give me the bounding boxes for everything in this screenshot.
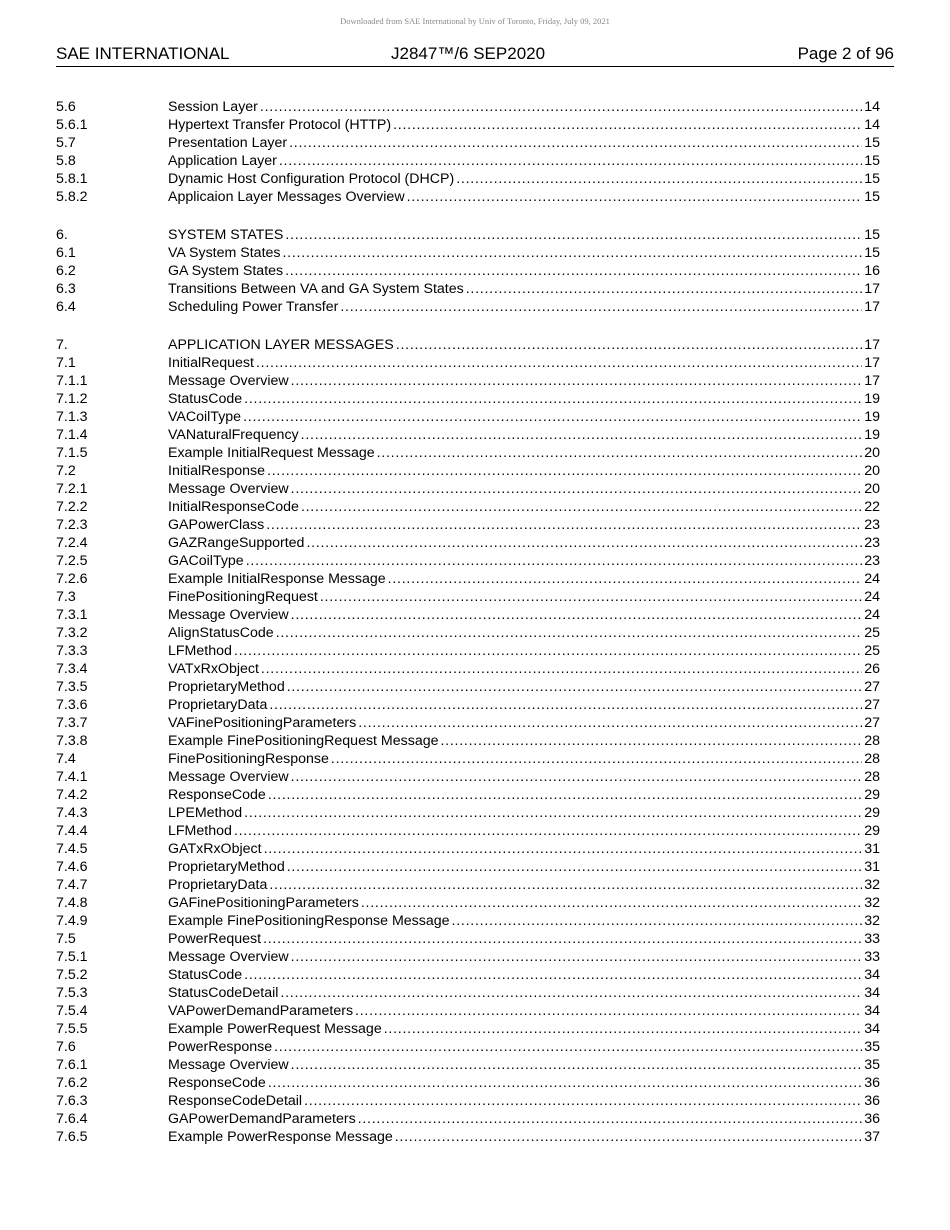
toc-entry-title[interactable]: StatusCode (168, 967, 243, 983)
toc-dot-leader (320, 588, 862, 606)
toc-entry[interactable] (56, 1038, 880, 1056)
toc-entry-title[interactable]: InitialResponseCode (168, 499, 299, 515)
toc-entry-title[interactable]: Applicaion Layer Messages Overview (168, 189, 405, 205)
toc-entry-title[interactable]: Example FinePositioningRequest Message (168, 733, 439, 749)
toc-entry-number: 7.5.4 (56, 1003, 88, 1019)
toc-entry-title[interactable]: Example InitialResponse Message (168, 571, 386, 587)
toc-entry-page[interactable]: 24 (864, 589, 880, 605)
page-header (56, 44, 894, 67)
toc-dot-leader (301, 498, 862, 516)
toc-entry-number: 6.2 (56, 263, 76, 279)
toc-entry-title[interactable]: Transitions Between VA and GA System States (168, 281, 464, 297)
toc-entry-number: 7.3.2 (56, 625, 88, 641)
toc-entry-page[interactable]: 36 (864, 1111, 880, 1127)
toc-dot-leader (266, 516, 862, 534)
toc-dot-leader (358, 714, 862, 732)
toc-entry-page[interactable]: 17 (864, 281, 880, 297)
toc-entry-title[interactable]: Message Overview (168, 481, 289, 497)
toc-entry-page[interactable]: 36 (864, 1075, 880, 1091)
toc-dot-leader (263, 930, 862, 948)
toc-entry-title[interactable]: FinePositioningResponse (168, 751, 329, 767)
toc-entry-title[interactable]: ProprietaryMethod (168, 679, 285, 695)
toc-entry[interactable] (56, 624, 880, 642)
toc-entry-number: 7.2.6 (56, 571, 88, 587)
toc-entry[interactable] (56, 390, 880, 408)
toc-entry[interactable] (56, 714, 880, 732)
toc-entry-page[interactable]: 28 (864, 769, 880, 785)
toc-entry[interactable] (56, 116, 880, 134)
toc-dot-leader (456, 170, 862, 188)
toc-entry-number: 7.1.5 (56, 445, 88, 461)
toc-dot-leader (246, 552, 863, 570)
toc-section-group (56, 226, 880, 316)
toc-entry-title[interactable]: InitialRequest (168, 355, 254, 371)
toc-entry-number: 7.6.3 (56, 1093, 88, 1109)
toc-entry[interactable] (56, 840, 880, 858)
toc-entry[interactable] (56, 696, 880, 714)
toc-entry-page[interactable]: 34 (864, 1021, 880, 1037)
toc-entry-number: 7.6.1 (56, 1057, 88, 1073)
toc-entry[interactable] (56, 408, 880, 426)
toc-entry-title[interactable]: Presentation Layer (168, 135, 288, 151)
page-number: Page 2 of 96 (797, 44, 894, 63)
toc-entry-page[interactable]: 34 (864, 985, 880, 1001)
toc-entry-number: 7.2.3 (56, 517, 88, 533)
toc-entry-number: 7.5 (56, 931, 76, 947)
toc-entry-title[interactable]: GAZRangeSupported (168, 535, 305, 551)
toc-entry-title[interactable]: StatusCode (168, 391, 243, 407)
toc-entry-page[interactable]: 27 (864, 679, 880, 695)
toc-entry-number: 7.5.5 (56, 1021, 88, 1037)
toc-entry[interactable] (56, 444, 880, 462)
toc-dot-leader (244, 966, 862, 984)
toc-entry[interactable] (56, 930, 880, 948)
toc-entry-number: 5.8 (56, 153, 76, 169)
toc-entry-page[interactable]: 15 (864, 245, 880, 261)
toc-dot-leader (280, 984, 862, 1002)
toc-entry[interactable] (56, 552, 880, 570)
toc-entry-page[interactable]: 32 (864, 877, 880, 893)
toc-entry[interactable] (56, 462, 880, 480)
toc-entry-page[interactable]: 14 (864, 117, 880, 133)
toc-dot-leader (331, 750, 862, 768)
toc-entry-title[interactable]: Example InitialRequest Message (168, 445, 375, 461)
toc-dot-leader (396, 336, 862, 354)
toc-entry-number: 7.2.1 (56, 481, 88, 497)
toc-entry-number: 7.3.1 (56, 607, 88, 623)
toc-entry-page[interactable]: 31 (864, 859, 880, 875)
toc-entry-title[interactable]: Example PowerResponse Message (168, 1129, 393, 1145)
toc-entry[interactable] (56, 894, 880, 912)
toc-entry-page[interactable]: 20 (864, 463, 880, 479)
toc-section-group (56, 98, 880, 206)
toc-entry-title[interactable]: ResponseCode (168, 1075, 266, 1091)
toc-entry-title[interactable]: APPLICATION LAYER MESSAGES (168, 337, 394, 353)
toc-entry-title[interactable]: Hypertext Transfer Protocol (HTTP) (168, 117, 392, 133)
toc-entry-page[interactable]: 25 (864, 625, 880, 641)
toc-entry[interactable] (56, 876, 880, 894)
toc-entry[interactable] (56, 1002, 880, 1020)
toc-dot-leader (466, 280, 863, 298)
toc-entry-page[interactable]: 15 (864, 189, 880, 205)
toc-entry-number: 7.3.8 (56, 733, 88, 749)
toc-entry[interactable] (56, 1020, 880, 1038)
publisher-name: SAE INTERNATIONAL (56, 44, 230, 63)
toc-dot-leader (441, 732, 863, 750)
toc-entry-title[interactable]: GAPowerClass (168, 517, 265, 533)
toc-entry-title[interactable]: GACoilType (168, 553, 244, 569)
toc-dot-leader (304, 1092, 862, 1110)
toc-entry-number: 6.4 (56, 299, 76, 315)
toc-dot-leader (291, 768, 863, 786)
toc-dot-leader (291, 606, 863, 624)
toc-entry-page[interactable]: 33 (864, 931, 880, 947)
toc-entry-page[interactable]: 22 (864, 499, 880, 515)
toc-dot-leader (234, 822, 862, 840)
toc-entry-page[interactable]: 36 (864, 1093, 880, 1109)
toc-entry-title[interactable]: VANaturalFrequency (168, 427, 299, 443)
toc-entry[interactable] (56, 786, 880, 804)
toc-entry-page[interactable]: 31 (864, 841, 880, 857)
toc-dot-leader (256, 354, 862, 372)
toc-entry-page[interactable]: 29 (864, 805, 880, 821)
toc-entry[interactable] (56, 732, 880, 750)
toc-entry-number: 7.2 (56, 463, 76, 479)
toc-entry[interactable] (56, 1110, 880, 1128)
toc-entry-number: 7.6.5 (56, 1129, 88, 1145)
toc-entry-number: 7.4 (56, 751, 76, 767)
toc-entry-title[interactable]: InitialResponse (168, 463, 266, 479)
toc-entry-number: 7.4.2 (56, 787, 88, 803)
toc-entry-title[interactable]: ProprietaryData (168, 877, 268, 893)
toc-entry-page[interactable]: 23 (864, 535, 880, 551)
toc-entry[interactable] (56, 1074, 880, 1092)
toc-entry[interactable] (56, 966, 880, 984)
toc-entry[interactable] (56, 354, 880, 372)
toc-entry-page[interactable]: 33 (864, 949, 880, 965)
toc-entry-number: 7.2.5 (56, 553, 88, 569)
toc-entry-number: 7.4.9 (56, 913, 88, 929)
toc-dot-leader (274, 1038, 862, 1056)
toc-entry[interactable] (56, 226, 880, 244)
toc-entry[interactable] (56, 984, 880, 1002)
toc-entry-page[interactable]: 20 (864, 481, 880, 497)
toc-entry-page[interactable]: 32 (864, 913, 880, 929)
toc-entry-number: 7.6.2 (56, 1075, 88, 1091)
download-watermark: Downloaded from SAE International by Univ of Toronto, Friday, July 09, 2021 (340, 16, 610, 26)
toc-dot-leader (244, 390, 862, 408)
toc-dot-leader (377, 444, 863, 462)
toc-entry-page[interactable]: 34 (864, 967, 880, 983)
toc-entry-title[interactable]: LFMethod (168, 643, 232, 659)
toc-dot-leader (287, 858, 863, 876)
toc-dot-leader (395, 1128, 862, 1146)
document-id: J2847™/6 SEP2020 (391, 44, 546, 63)
toc-entry-title[interactable]: ResponseCode (168, 787, 266, 803)
toc-entry-title[interactable]: PowerRequest (168, 931, 262, 947)
table-of-contents (56, 98, 880, 1166)
toc-dot-leader (388, 570, 863, 588)
toc-entry-number: 7.4.7 (56, 877, 88, 893)
toc-entry-title[interactable]: FinePositioningRequest (168, 589, 318, 605)
toc-entry[interactable] (56, 152, 880, 170)
toc-entry[interactable] (56, 188, 880, 206)
toc-dot-leader (279, 152, 862, 170)
toc-entry-title[interactable]: SYSTEM STATES (168, 227, 284, 243)
toc-entry-page[interactable]: 28 (864, 751, 880, 767)
toc-entry-title[interactable]: Message Overview (168, 1057, 289, 1073)
toc-dot-leader (268, 1074, 862, 1092)
toc-entry-page[interactable]: 25 (864, 643, 880, 659)
toc-entry-page[interactable]: 15 (864, 227, 880, 243)
toc-entry-number: 7.2.2 (56, 499, 88, 515)
toc-entry-number: 7.4.1 (56, 769, 88, 785)
toc-entry-number: 7.4.4 (56, 823, 88, 839)
toc-entry[interactable] (56, 262, 880, 280)
toc-entry-page[interactable]: 14 (864, 99, 880, 115)
toc-entry-title[interactable]: Message Overview (168, 769, 289, 785)
toc-entry-title[interactable]: Example FinePositioningResponse Message (168, 913, 450, 929)
toc-entry-title[interactable]: LPEMethod (168, 805, 243, 821)
toc-entry[interactable] (56, 588, 880, 606)
toc-entry[interactable] (56, 858, 880, 876)
toc-dot-leader (243, 408, 862, 426)
toc-entry[interactable] (56, 1056, 880, 1074)
toc-entry-number: 7.4.5 (56, 841, 88, 857)
toc-entry-number: 7.2.4 (56, 535, 88, 551)
toc-entry-page[interactable]: 29 (864, 787, 880, 803)
toc-entry-page[interactable]: 29 (864, 823, 880, 839)
toc-entry-page[interactable]: 19 (864, 427, 880, 443)
toc-entry[interactable] (56, 244, 880, 262)
toc-dot-leader (276, 624, 863, 642)
toc-entry-title[interactable]: AlignStatusCode (168, 625, 274, 641)
toc-dot-leader (283, 244, 863, 262)
toc-entry-page[interactable]: 37 (864, 1129, 880, 1145)
toc-dot-leader (358, 1110, 863, 1128)
toc-entry[interactable] (56, 912, 880, 930)
toc-dot-leader (340, 298, 862, 316)
toc-entry-title[interactable]: Dynamic Host Configuration Protocol (DHCP) (168, 171, 455, 187)
toc-entry-title[interactable]: Message Overview (168, 949, 289, 965)
toc-dot-leader (291, 948, 863, 966)
toc-entry-number: 7.1.4 (56, 427, 88, 443)
toc-entry-number: 7.3.7 (56, 715, 88, 731)
toc-entry-number: 7.3 (56, 589, 76, 605)
toc-entry[interactable] (56, 1128, 880, 1146)
toc-entry-number: 6.1 (56, 245, 76, 261)
toc-dot-leader (361, 894, 862, 912)
toc-entry-page[interactable]: 35 (864, 1057, 880, 1073)
toc-dot-leader (234, 642, 862, 660)
toc-entry[interactable] (56, 498, 880, 516)
toc-dot-leader (285, 262, 862, 280)
toc-entry-title[interactable]: Message Overview (168, 373, 289, 389)
toc-dot-leader (268, 786, 862, 804)
toc-entry[interactable] (56, 98, 880, 116)
toc-entry-page[interactable]: 24 (864, 607, 880, 623)
toc-entry-title[interactable]: PowerResponse (168, 1039, 273, 1055)
toc-entry-title[interactable]: ResponseCodeDetail (168, 1093, 303, 1109)
toc-entry-number: 7.4.6 (56, 859, 88, 875)
toc-entry-title[interactable]: Session Layer (168, 99, 258, 115)
toc-entry-title[interactable]: VA System States (168, 245, 281, 261)
toc-entry-title[interactable]: VACoilType (168, 409, 242, 425)
toc-entry-number: 5.7 (56, 135, 76, 151)
toc-dot-leader (393, 116, 862, 134)
toc-entry-title[interactable]: GA System States (168, 263, 284, 279)
toc-entry-title[interactable]: Message Overview (168, 607, 289, 623)
toc-entry[interactable] (56, 678, 880, 696)
toc-entry-number: 5.6 (56, 99, 76, 115)
toc-dot-leader (269, 696, 862, 714)
toc-entry[interactable] (56, 480, 880, 498)
toc-entry-page[interactable]: 17 (864, 337, 880, 353)
toc-entry-title[interactable]: Application Layer (168, 153, 277, 169)
toc-entry-number: 7.5.3 (56, 985, 88, 1001)
toc-entry-page[interactable]: 27 (864, 697, 880, 713)
toc-entry-page[interactable]: 17 (864, 299, 880, 315)
toc-entry[interactable] (56, 372, 880, 390)
toc-dot-leader (244, 804, 862, 822)
toc-entry-title[interactable]: GAPowerDemandParameters (168, 1111, 356, 1127)
toc-entry[interactable] (56, 516, 880, 534)
toc-entry-title[interactable]: Example PowerRequest Message (168, 1021, 382, 1037)
toc-entry-page[interactable]: 28 (864, 733, 880, 749)
toc-dot-leader (291, 480, 863, 498)
toc-dot-leader (269, 876, 862, 894)
toc-entry-number: 5.8.2 (56, 189, 88, 205)
toc-entry-number: 7.6.4 (56, 1111, 88, 1127)
toc-entry-number: 5.6.1 (56, 117, 88, 133)
toc-entry-title[interactable]: Scheduling Power Transfer (168, 299, 339, 315)
toc-dot-leader (291, 1056, 863, 1074)
toc-entry-number: 7.1 (56, 355, 76, 371)
toc-dot-leader (289, 134, 862, 152)
toc-entry[interactable] (56, 280, 880, 298)
toc-dot-leader (261, 660, 862, 678)
toc-dot-leader (264, 840, 863, 858)
toc-entry[interactable] (56, 660, 880, 678)
toc-entry-number: 7.1.2 (56, 391, 88, 407)
toc-dot-leader (355, 1002, 862, 1020)
toc-entry-number: 5.8.1 (56, 171, 88, 187)
toc-dot-leader (301, 426, 863, 444)
toc-entry-title[interactable]: GAFinePositioningParameters (168, 895, 359, 911)
toc-entry[interactable] (56, 804, 880, 822)
toc-entry-page[interactable]: 35 (864, 1039, 880, 1055)
toc-entry-number: 7.4.8 (56, 895, 88, 911)
toc-dot-leader (285, 226, 862, 244)
toc-entry-number: 7.6 (56, 1039, 76, 1055)
toc-dot-leader (267, 462, 862, 480)
toc-dot-leader (287, 678, 863, 696)
toc-entry-page[interactable]: 19 (864, 391, 880, 407)
toc-entry[interactable] (56, 534, 880, 552)
toc-dot-leader (384, 1020, 863, 1038)
toc-entry-number: 7. (56, 337, 68, 353)
toc-entry[interactable] (56, 768, 880, 786)
toc-entry[interactable] (56, 170, 880, 188)
toc-entry-page[interactable]: 23 (864, 517, 880, 533)
toc-entry-page[interactable]: 15 (864, 135, 880, 151)
toc-entry[interactable] (56, 298, 880, 316)
toc-entry-number: 7.4.3 (56, 805, 88, 821)
toc-entry-page[interactable]: 23 (864, 553, 880, 569)
toc-entry-number: 7.5.2 (56, 967, 88, 983)
toc-entry[interactable] (56, 134, 880, 152)
toc-entry-page[interactable]: 15 (864, 171, 880, 187)
toc-entry[interactable] (56, 642, 880, 660)
toc-entry-title[interactable]: ProprietaryData (168, 697, 268, 713)
toc-entry-page[interactable]: 20 (864, 445, 880, 461)
toc-entry-page[interactable]: 24 (864, 571, 880, 587)
toc-entry-page[interactable]: 15 (864, 153, 880, 169)
toc-entry-title[interactable]: LFMethod (168, 823, 232, 839)
toc-entry-title[interactable]: VAFinePositioningParameters (168, 715, 357, 731)
toc-entry-number: 6. (56, 227, 68, 243)
toc-entry-number: 6.3 (56, 281, 76, 297)
toc-entry[interactable] (56, 570, 880, 588)
toc-entry[interactable] (56, 336, 880, 354)
toc-entry-page[interactable]: 26 (864, 661, 880, 677)
toc-entry-number: 7.1.3 (56, 409, 88, 425)
toc-entry[interactable] (56, 606, 880, 624)
toc-dot-leader (260, 98, 862, 116)
toc-entry-page[interactable]: 34 (864, 1003, 880, 1019)
toc-entry-page[interactable]: 19 (864, 409, 880, 425)
toc-entry-title[interactable]: StatusCodeDetail (168, 985, 279, 1001)
toc-entry-number: 7.3.6 (56, 697, 88, 713)
toc-section-group (56, 336, 880, 1146)
toc-entry-number: 7.1.1 (56, 373, 88, 389)
toc-entry-page[interactable]: 27 (864, 715, 880, 731)
toc-entry[interactable] (56, 426, 880, 444)
toc-entry-number: 7.3.3 (56, 643, 88, 659)
toc-entry-page[interactable]: 32 (864, 895, 880, 911)
toc-entry[interactable] (56, 750, 880, 768)
toc-entry-number: 7.5.1 (56, 949, 88, 965)
toc-dot-leader (407, 188, 863, 206)
toc-entry-number: 7.3.5 (56, 679, 88, 695)
toc-entry-title[interactable]: VATxRxObject (168, 661, 259, 677)
toc-entry[interactable] (56, 822, 880, 840)
toc-dot-leader (291, 372, 863, 390)
toc-dot-leader (452, 912, 863, 930)
toc-dot-leader (306, 534, 862, 552)
toc-entry[interactable] (56, 1092, 880, 1110)
toc-entry-page[interactable]: 17 (864, 373, 880, 389)
toc-entry-number: 7.3.4 (56, 661, 88, 677)
toc-entry-page[interactable]: 17 (864, 355, 880, 371)
toc-entry[interactable] (56, 948, 880, 966)
toc-entry-page[interactable]: 16 (864, 263, 880, 279)
toc-entry-title[interactable]: VAPowerDemandParameters (168, 1003, 354, 1019)
toc-entry-title[interactable]: ProprietaryMethod (168, 859, 285, 875)
toc-entry-title[interactable]: GATxRxObject (168, 841, 262, 857)
